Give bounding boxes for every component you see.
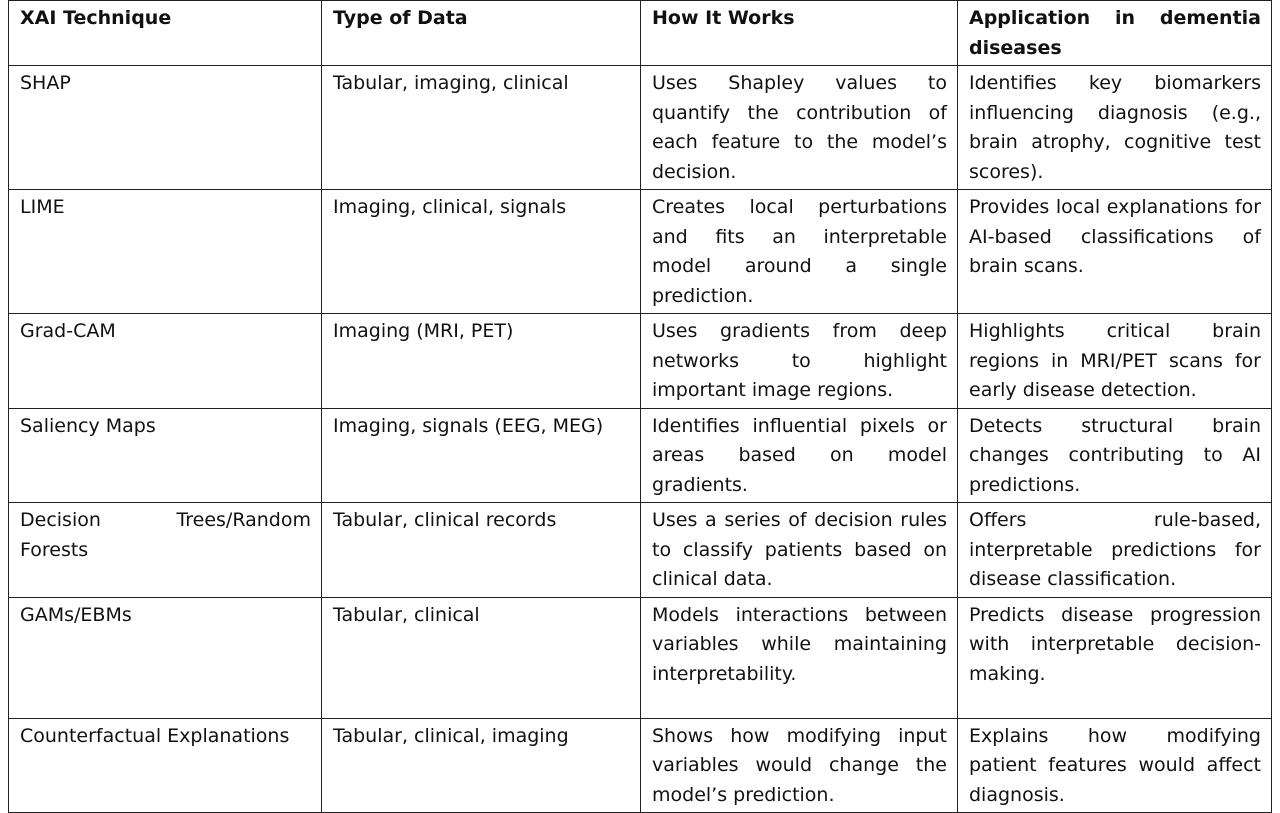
technique-cell: GAMs/EBMs [9, 597, 322, 718]
data-type-cell: Imaging, signals (EEG, MEG) [322, 408, 641, 503]
table-row [9, 408, 1272, 503]
application-cell: Identifies key biomarkers influencing diagnosis (e.g., brain atrophy, cognitive test scores). [958, 66, 1272, 190]
technique-cell: LIME [9, 190, 322, 314]
application-cell: Highlights critical brain regions in MRI/PET scans for early disease detection. [958, 314, 1272, 409]
application-cell: Predicts disease progression with interpretable decision-making. [958, 597, 1272, 718]
header-type-of-data: Type of Data [322, 1, 641, 66]
table-row [9, 597, 1272, 718]
application-cell: Offers rule-based, interpretable predictions for disease classification. [958, 503, 1272, 598]
data-type-cell: Tabular, clinical [322, 597, 641, 718]
how-it-works-cell: Creates local perturbations and fits an interpretable model around a single prediction. [641, 190, 958, 314]
data-type-cell: Imaging, clinical, signals [322, 190, 641, 314]
application-cell: Detects structural brain changes contributing to AI predictions. [958, 408, 1272, 503]
table-row [9, 718, 1272, 813]
how-it-works-cell: Uses gradients from deep networks to highlight important image regions. [641, 314, 958, 409]
how-it-works-cell: Shows how modifying input variables would change the model’s prediction. [641, 718, 958, 813]
data-type-cell: Tabular, clinical records [322, 503, 641, 598]
technique-cell: Counterfactual Explanations [9, 718, 322, 813]
table-body [9, 66, 1272, 813]
header-xai-technique: XAI Technique [9, 1, 322, 66]
header-how-it-works: How It Works [641, 1, 958, 66]
application-cell: Explains how modifying patient features would affect diagnosis. [958, 718, 1272, 813]
xai-techniques-table [8, 0, 1272, 813]
technique-cell: Grad-CAM [9, 314, 322, 409]
data-type-cell: Imaging (MRI, PET) [322, 314, 641, 409]
application-cell: Provides local explanations for AI-based classifications of brain scans. [958, 190, 1272, 314]
table-header [9, 1, 1272, 66]
header-row [9, 1, 1272, 66]
table-row [9, 190, 1272, 314]
data-type-cell: Tabular, imaging, clinical [322, 66, 641, 190]
how-it-works-cell: Identifies influential pixels or areas based on model gradients. [641, 408, 958, 503]
how-it-works-cell: Uses Shapley values to quantify the contribution of each feature to the model’s decision. [641, 66, 958, 190]
data-type-cell: Tabular, clinical, imaging [322, 718, 641, 813]
how-it-works-cell: Models interactions between variables while maintaining interpretability. [641, 597, 958, 718]
table-row [9, 314, 1272, 409]
how-it-works-cell: Uses a series of decision rules to classify patients based on clinical data. [641, 503, 958, 598]
technique-cell: SHAP [9, 66, 322, 190]
table-row [9, 66, 1272, 190]
technique-cell: Saliency Maps [9, 408, 322, 503]
header-application: Application in dementia diseases [958, 1, 1272, 66]
table-row [9, 503, 1272, 598]
technique-cell: Decision Trees/Random Forests [9, 503, 322, 598]
